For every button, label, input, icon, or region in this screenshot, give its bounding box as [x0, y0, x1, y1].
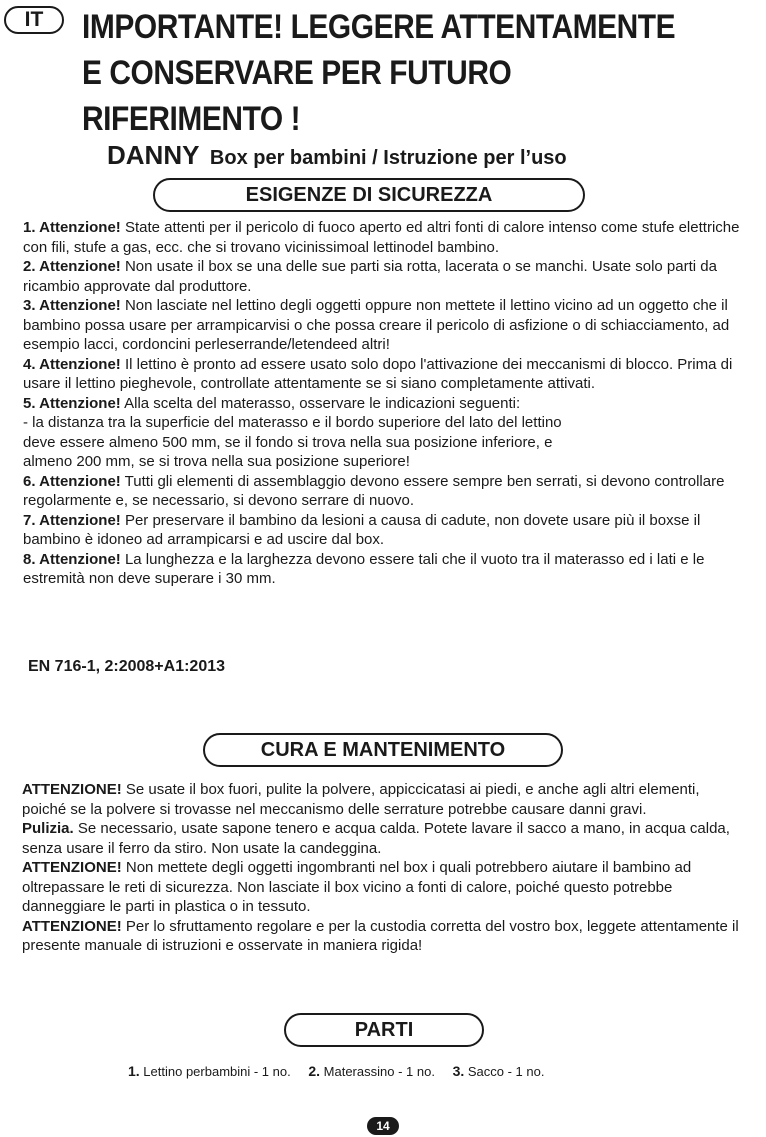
product-brand: DANNY — [107, 140, 200, 170]
care-item: Pulizia. Se necessario, usate sapone tenero e acqua calda. Potete lavare il sacco a mano, in acqua calda, senza usare il ferro da stiro. Non usate la candeggina. — [22, 820, 730, 857]
safety-item: 2. Attenzione! Non usate il box se una delle sue parti sia rotta, lacerata o se manchi. Usate solo parti da ricambio approvate dal produttore. — [23, 258, 717, 295]
care-heading: CURA E MANTENIMENTO — [203, 733, 563, 767]
care-item: ATTENZIONE! Per lo sfruttamento regolare e per la custodia corretta del vostro box, leggete attentamente il presente manuale di istruzioni e osservate in maniera rigida! — [22, 917, 739, 954]
safety-item: 3. Attenzione! Non lasciate nel lettino degli oggetti oppure non mettete il lettino vicino ad un oggetto che il bambino possa usare per arrampicarvisi o che possa creare il pericolo di asfizione o di schiacciamento, ad esempio lacci, cordoncini perleserrande/letendeed altri! — [23, 297, 730, 353]
parts-item: 1. Lettino perbambini - 1 no. — [128, 1063, 291, 1079]
product-description: Box per bambini / Istruzione per l’uso — [209, 147, 567, 169]
norm-reference: EN 716-1, 2:2008+A1:2013 — [28, 658, 226, 675]
title-line: E CONSERVARE PER FUTURO — [82, 54, 512, 92]
safety-item: 4. Attenzione! Il lettino è pronto ad essere usato solo dopo l'attivazione dei meccanismi di blocco. Prima di usare il lettino pieghevole, controllate attentamente se si siano completamente attivati. — [23, 355, 733, 392]
product-subtitle — [107, 140, 567, 171]
parts-item: 3. Sacco - 1 no. — [452, 1063, 545, 1079]
parts-list — [128, 1063, 558, 1079]
language-badge: IT — [4, 6, 64, 34]
safety-item: 7. Attenzione! Per preservare il bambino da lesioni a causa di cadute, non dovete usare più il boxse il bambino è idoneo ad arrampicarsi e ad uscire dal box. — [23, 511, 701, 548]
page-number: 14 — [367, 1117, 399, 1135]
care-item: ATTENZIONE! Se usate il box fuori, pulite la polvere, appiccicatasi ai piedi, e anche agli altri elementi, poiché se la polvere si trovasse nel meccanismo delle serrature potrebbe causare danni gravi. — [22, 781, 700, 818]
safety-item: 1. Attenzione! State attenti per il pericolo di fuoco aperto ed altri fonti di calore intenso come stufe elettriche con fili, stufe a gas, ecc. che si trovano vicinissimoal lettinodel bambino. — [23, 219, 740, 256]
title-line: RIFERIMENTO ! — [82, 100, 301, 138]
safety-item: 6. Attenzione! Tutti gli elementi di assemblaggio devono essere sempre ben serrati, si devono controllare regolarmente e, se necessario, si devono serrare di nuovo. — [23, 472, 725, 509]
page-title — [82, 4, 766, 142]
care-section — [22, 780, 746, 956]
safety-heading: ESIGENZE DI SICUREZZA — [153, 178, 585, 212]
safety-item: 5. Attenzione! Alla scelta del materasso, osservare le indicazioni seguenti: - la distanza tra la superficie del materasso e il bordo superiore del lato del lettino deve essere almeno 500 mm, se il fondo si trova nella sua posizione inferiore, e almeno 200 mm, se si trova nella sua posizione superiore! — [23, 394, 562, 470]
title-line: IMPORTANTE! LEGGERE ATTENTAMENTE — [82, 8, 676, 46]
parts-heading: PARTI — [284, 1013, 484, 1047]
safety-section — [23, 218, 745, 589]
parts-item: 2. Materassino - 1 no. — [308, 1063, 435, 1079]
care-item: ATTENZIONE! Non mettete degli oggetti ingombranti nel box i quali potrebbero aiutare il bambino ad oltrepassare le reti di sicurezza. Non lasciate il box vicino a fonti di calore, poiché questo potrebbe danneggiare le parti in plastica o in tessuto. — [22, 859, 692, 915]
safety-item: 8. Attenzione! La lunghezza e la larghezza devono essere tali che il vuoto tra il materasso ed i lati e le estremità non deve superare i 30 mm. — [23, 550, 705, 587]
